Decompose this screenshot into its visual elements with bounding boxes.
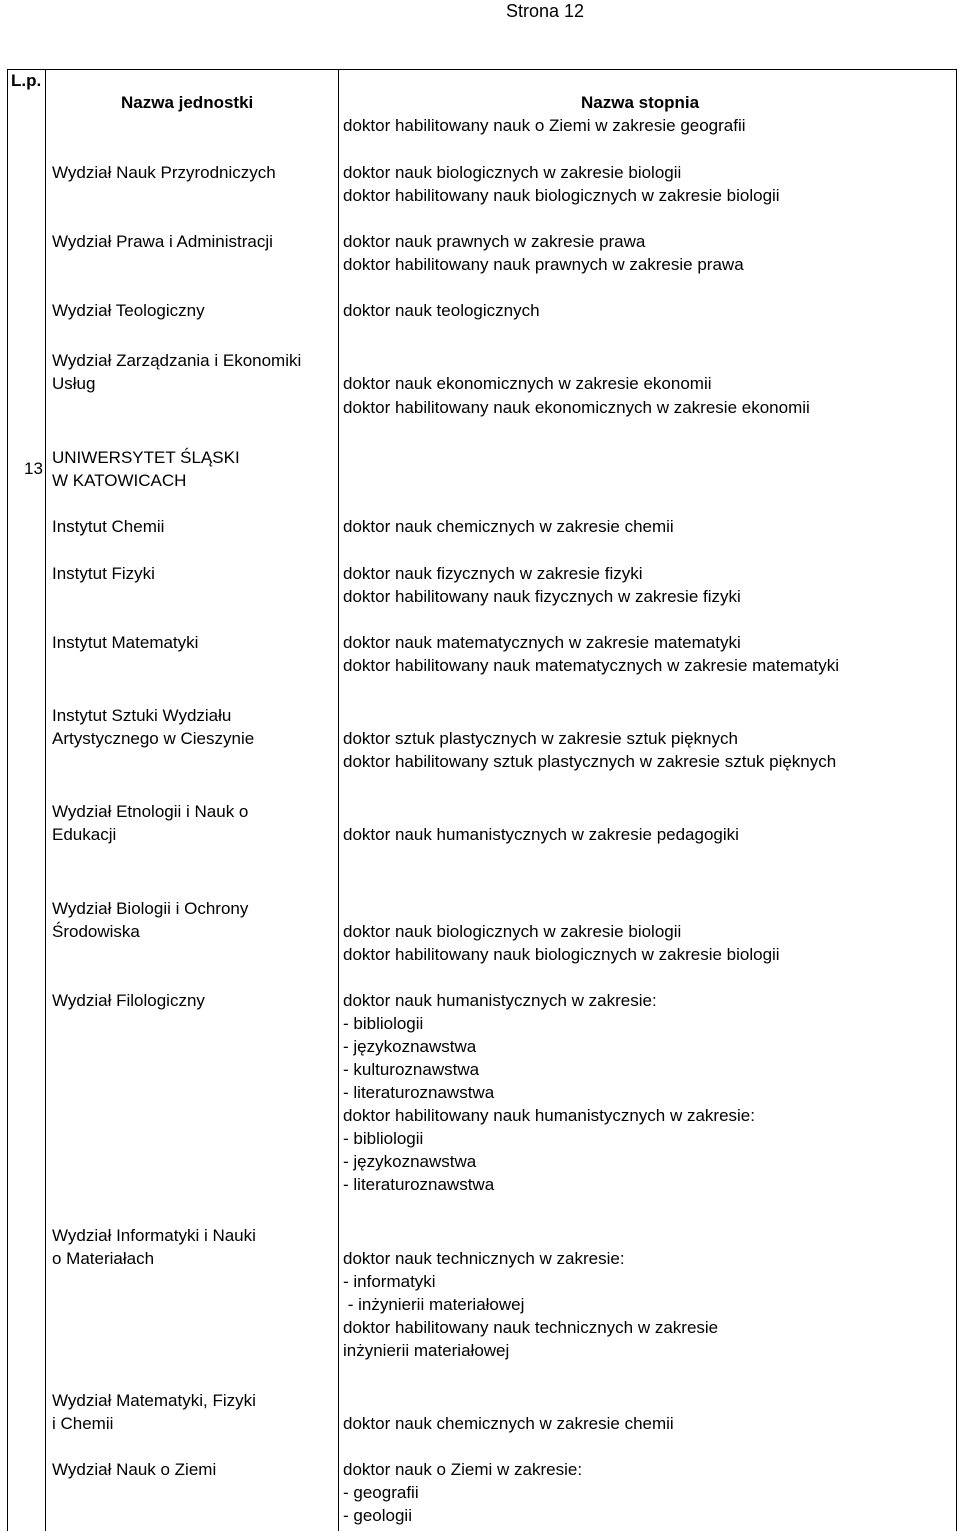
university-name-line-1: UNIWERSYTET ŚLĄSKI — [52, 448, 240, 467]
degree-line: - geologii — [343, 1506, 412, 1525]
degree-line: doktor habilitowany nauk o Ziemi w zakresie geografii — [343, 116, 746, 135]
degree-line: - geografii — [343, 1483, 419, 1502]
degree-line: doktor habilitowany nauk ekonomicznych w zakresie ekonomii — [343, 398, 810, 417]
degree-line: doktor nauk biologicznych w zakresie biologii — [343, 922, 682, 941]
unit-name: Instytut Sztuki Wydziału — [52, 706, 232, 725]
degree-line: - bibliologii — [343, 1129, 424, 1148]
unit-name: Wydział Teologiczny — [52, 301, 205, 320]
degree-line: - językoznawstwa — [343, 1037, 477, 1056]
degree-line: doktor nauk prawnych w zakresie prawa — [343, 232, 646, 251]
unit-name: Edukacji — [52, 825, 117, 844]
degree-line: doktor nauk ekonomicznych w zakresie ekonomii — [343, 374, 712, 393]
degree-line: doktor habilitowany nauk technicznych w zakresie — [343, 1318, 719, 1337]
degree-line: doktor habilitowany nauk prawnych w zakresie prawa — [343, 255, 744, 274]
unit-name: Instytut Fizyki — [52, 564, 155, 583]
column-divider-unit — [338, 69, 339, 1531]
unit-name: Wydział Zarządzania i Ekonomiki — [52, 351, 302, 370]
unit-name: Wydział Filologiczny — [52, 991, 205, 1010]
table-left-border — [7, 69, 8, 1531]
degree-line: doktor nauk fizycznych w zakresie fizyki — [343, 564, 643, 583]
unit-name: Instytut Matematyki — [52, 633, 199, 652]
column-divider-lp — [45, 69, 46, 1531]
unit-name: Wydział Informatyki i Nauki — [52, 1226, 256, 1245]
degree-line: doktor nauk chemicznych w zakresie chemii — [343, 1414, 674, 1433]
degree-line: doktor nauk biologicznych w zakresie biologii — [343, 163, 682, 182]
degree-line: - literaturoznawstwa — [343, 1175, 495, 1194]
degree-line: doktor habilitowany nauk humanistycznych w zakresie: — [343, 1106, 755, 1125]
degree-line: doktor nauk o Ziemi w zakresie: — [343, 1460, 583, 1479]
unit-name: o Materiałach — [52, 1249, 155, 1268]
unit-name: Wydział Matematyki, Fizyki — [52, 1391, 256, 1410]
degree-line: doktor nauk matematycznych w zakresie matematyki — [343, 633, 741, 652]
table-top-border — [7, 69, 957, 70]
unit-name: Środowiska — [52, 922, 140, 941]
table-right-border — [956, 69, 957, 1531]
degree-line: doktor sztuk plastycznych w zakresie sztuk pięknych — [343, 729, 738, 748]
degree-line: doktor habilitowany nauk biologicznych w zakresie biologii — [343, 945, 780, 964]
degree-line: inżynierii materiałowej — [343, 1341, 510, 1360]
unit-name: Artystycznego w Cieszynie — [52, 729, 255, 748]
degree-line: doktor nauk teologicznych — [343, 301, 540, 320]
degree-line: doktor nauk humanistycznych w zakresie: — [343, 991, 657, 1010]
unit-name: Instytut Chemii — [52, 517, 165, 536]
degree-line: doktor habilitowany nauk matematycznych w zakresie matematyki — [343, 656, 840, 675]
unit-name: Wydział Nauk Przyrodniczych — [52, 163, 276, 182]
degree-line: - literaturoznawstwa — [343, 1083, 495, 1102]
degree-line: doktor habilitowany nauk biologicznych w zakresie biologii — [343, 186, 780, 205]
unit-name: Wydział Prawa i Administracji — [52, 232, 273, 251]
unit-name: Wydział Nauk o Ziemi — [52, 1460, 217, 1479]
header-degree-name: Nazwa stopnia — [581, 93, 700, 112]
degree-line: - inżynierii materiałowej — [343, 1295, 525, 1314]
degree-line: - kulturoznawstwa — [343, 1060, 480, 1079]
unit-name: Usług — [52, 374, 96, 393]
degree-line: - językoznawstwa — [343, 1152, 477, 1171]
degree-line: doktor nauk chemicznych w zakresie chemii — [343, 517, 674, 536]
degree-line: doktor nauk technicznych w zakresie: — [343, 1249, 625, 1268]
degree-line: - bibliologii — [343, 1014, 424, 1033]
header-lp: L.p. — [11, 71, 42, 90]
degree-line: doktor habilitowany sztuk plastycznych w zakresie sztuk pięknych — [343, 752, 837, 771]
unit-name: Wydział Etnologii i Nauk o — [52, 802, 249, 821]
degree-line: doktor habilitowany nauk fizycznych w zakresie fizyki — [343, 587, 741, 606]
unit-name: i Chemii — [52, 1414, 114, 1433]
page-number: Strona 12 — [506, 1, 585, 21]
unit-name: Wydział Biologii i Ochrony — [52, 899, 249, 918]
degree-line: - informatyki — [343, 1272, 436, 1291]
degree-line: doktor nauk humanistycznych w zakresie pedagogiki — [343, 825, 739, 844]
row-number: 13 — [24, 459, 43, 478]
university-name-line-2: W KATOWICACH — [52, 471, 187, 490]
header-unit-name: Nazwa jednostki — [121, 93, 254, 112]
